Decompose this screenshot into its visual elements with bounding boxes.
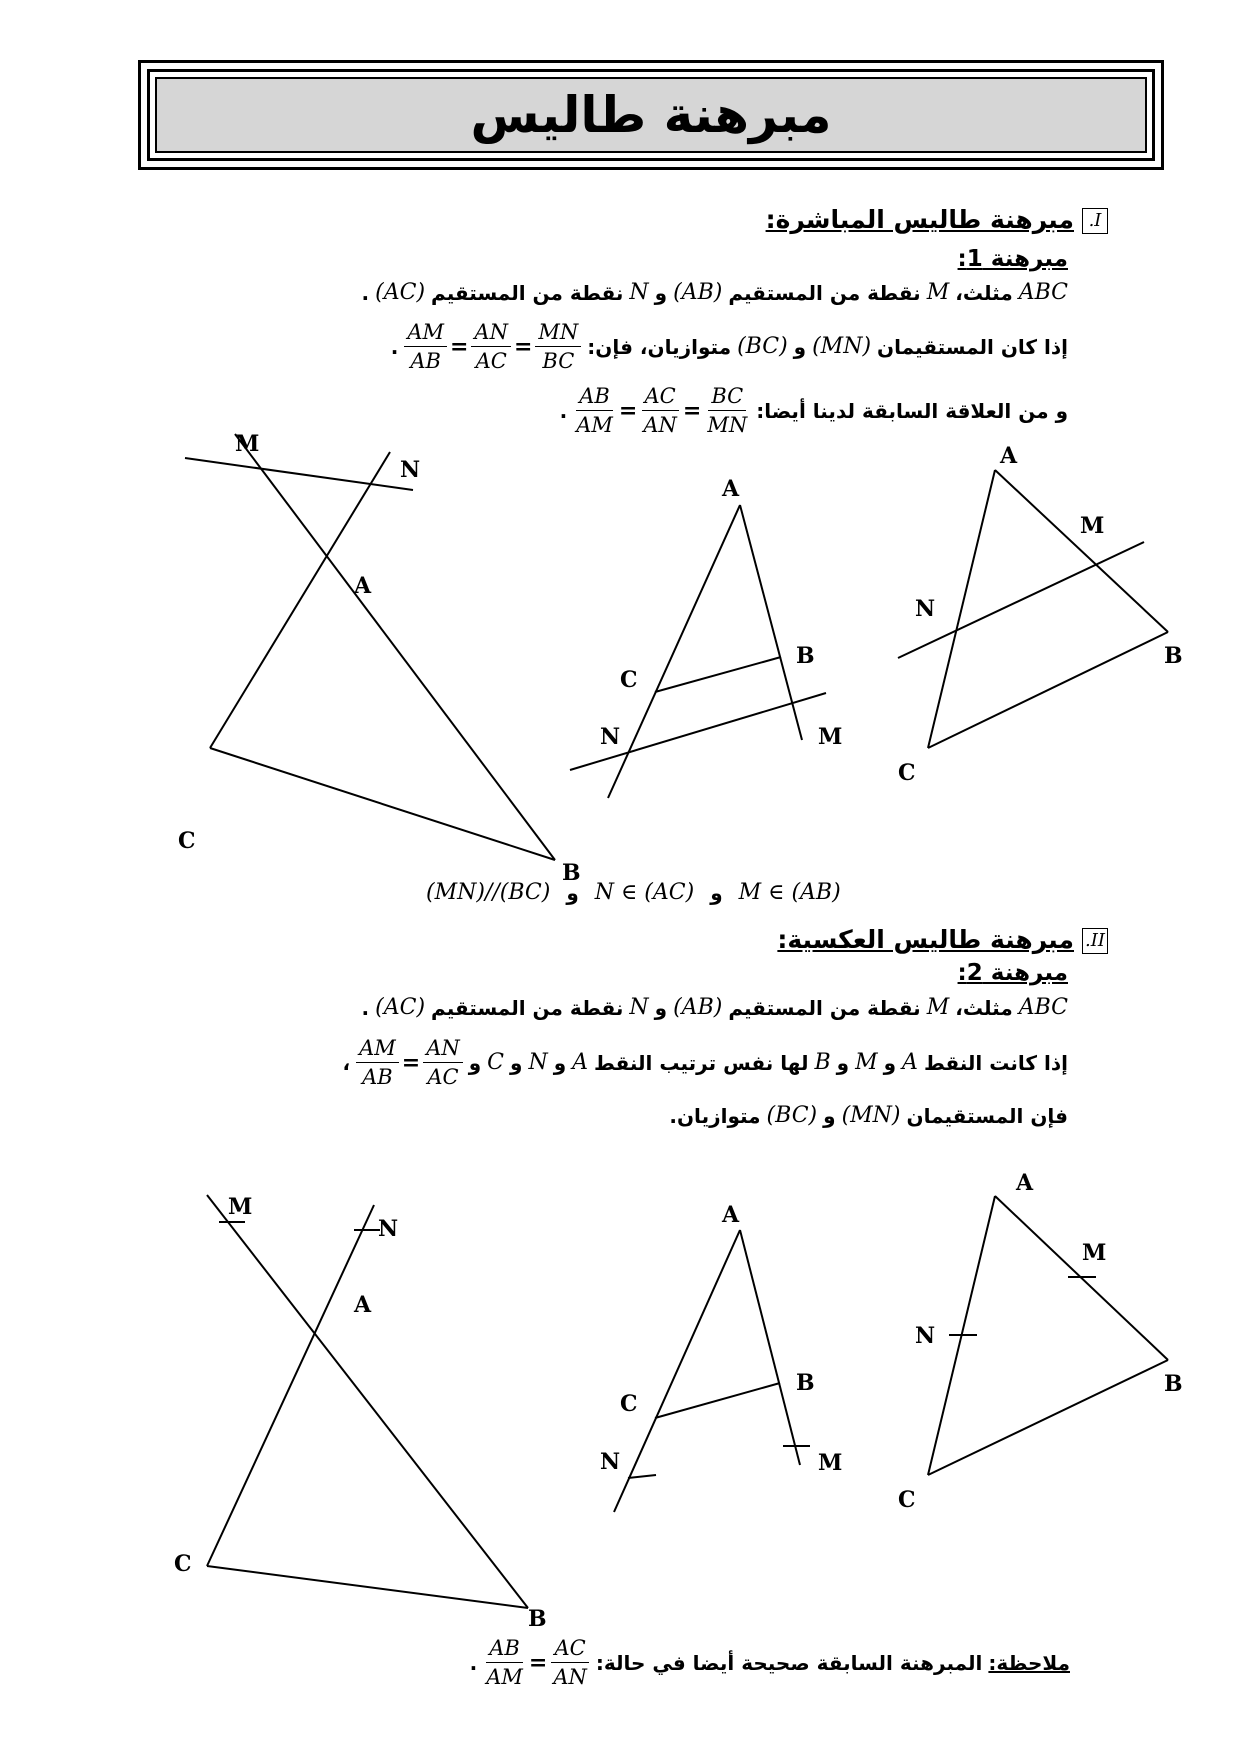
fig3-label-b: B	[1164, 643, 1183, 669]
fig5-label-c: C	[620, 1391, 638, 1417]
fig4-label-n: N	[378, 1216, 399, 1242]
figure-conditions: (MN)//(BC) و N ∈ (AC) و M ∈ (AB)	[426, 880, 841, 905]
page-title: مبرهنة طاليس	[470, 86, 832, 144]
fig4-line-cn	[207, 1205, 374, 1566]
theorem2-label: مبرهنة 2:	[957, 960, 1068, 986]
thales-ratio-equality: $\frac{AM}{AB}$ = $\frac{AN}{AC}$ = $\frac{MN}{BC}$	[404, 320, 581, 373]
fig3-label-c: C	[898, 760, 916, 786]
section2-heading-text: مبرهنة طاليس العكسية:	[777, 925, 1074, 954]
fig6-label-c: C	[898, 1487, 916, 1513]
fig1-label-c: C	[178, 828, 196, 854]
note-line: ملاحظة: المبرهنة السابقة صحيحة أيضا في حالة: $\frac{AB}{AM}$ = $\frac{AC}{AN}$ .	[469, 1636, 1070, 1690]
thales-inverse-ratio-equality: $\frac{AB}{AM}$ = $\frac{AC}{AN}$ = $\frac{BC}{MN}$	[576, 384, 748, 438]
fig2-label-m: M	[818, 724, 843, 750]
fig2-label-c: C	[620, 667, 638, 693]
fig4-line-bm	[207, 1195, 528, 1608]
note-label: ملاحظة:	[988, 1650, 1070, 1675]
fig1-label-b: B	[562, 860, 581, 886]
fig6-label-n: N	[915, 1323, 936, 1349]
section1-heading-text: مبرهنة طاليس المباشرة:	[765, 205, 1074, 234]
fig4-label-m: M	[228, 1194, 253, 1220]
fig5-label-a: A	[722, 1202, 740, 1228]
fig6-label-m: M	[1082, 1240, 1107, 1266]
fig2-label-n: N	[600, 724, 621, 750]
fig2-label-b: B	[796, 643, 815, 669]
theorem2-line3: فإن المستقيمان (MN) و (BC) متوازيان.	[669, 1103, 1068, 1128]
theorem2-line1: ABC مثلث، M نقطة من المستقيم (AB) و N نقطة من المستقيم (AC) .	[361, 995, 1068, 1020]
fig5-segment-cb	[655, 1383, 780, 1418]
theorem1-label: مبرهنة 1:	[957, 246, 1068, 272]
fig5-line-an	[614, 1230, 740, 1512]
fig1-label-m: M	[235, 431, 260, 457]
fig6-label-a: A	[1016, 1170, 1034, 1196]
note-text: المبرهنة السابقة صحيحة أيضا في حالة:	[595, 1650, 983, 1675]
fig2-label-a: A	[722, 476, 740, 502]
note-ratio-equality: $\frac{AB}{AM}$ = $\frac{AC}{AN}$	[486, 1636, 587, 1690]
theorem2-line2: إذا كانت النقط A و M و B لها نفس ترتيب النقط A و N و C و $\frac{AM}{AB}$ = $\frac{AN}{AC}$ ،	[342, 1036, 1068, 1090]
converse-ratio-equality: $\frac{AM}{AB}$ = $\frac{AN}{AC}$	[356, 1036, 463, 1089]
section2-number: II.	[1082, 928, 1108, 954]
fig5-tick-n	[628, 1475, 656, 1478]
fig4-label-c: C	[174, 1551, 192, 1577]
fig1-label-n: N	[400, 457, 421, 483]
fig1-label-a: A	[354, 573, 372, 599]
fig3-label-m: M	[1080, 513, 1105, 539]
fig5-line-am	[740, 1230, 800, 1465]
fig4-label-b: B	[528, 1606, 547, 1632]
theorem1-line1: ABC مثلث، M نقطة من المستقيم (AB) و N نقطة من المستقيم (AC) .	[361, 280, 1068, 305]
fig5-label-n: N	[600, 1449, 621, 1475]
theorem1-line3: و من العلاقة السابقة لدينا أيضا: $\frac{AB}{AM}$ = $\frac{AC}{AN}$ = $\frac{BC}{MN}$ .	[559, 384, 1068, 438]
fig6-side-cb	[928, 1360, 1168, 1475]
theorem1-line2: إذا كان المستقيمان (MN) و (BC) متوازيان، فإن: $\frac{AM}{AB}$ = $\frac{AN}{AC}$ = $\frac{MN}{BC}$ .	[390, 320, 1068, 374]
fig4-label-a: A	[354, 1292, 372, 1318]
fig3-label-n: N	[915, 596, 936, 622]
section1-number: I.	[1082, 208, 1108, 234]
fig4-side-cb	[207, 1566, 528, 1608]
fig3-label-a: A	[1000, 443, 1018, 469]
fig5-label-m: M	[818, 1450, 843, 1476]
fig6-label-b: B	[1164, 1371, 1183, 1397]
fig5-label-b: B	[796, 1370, 815, 1396]
